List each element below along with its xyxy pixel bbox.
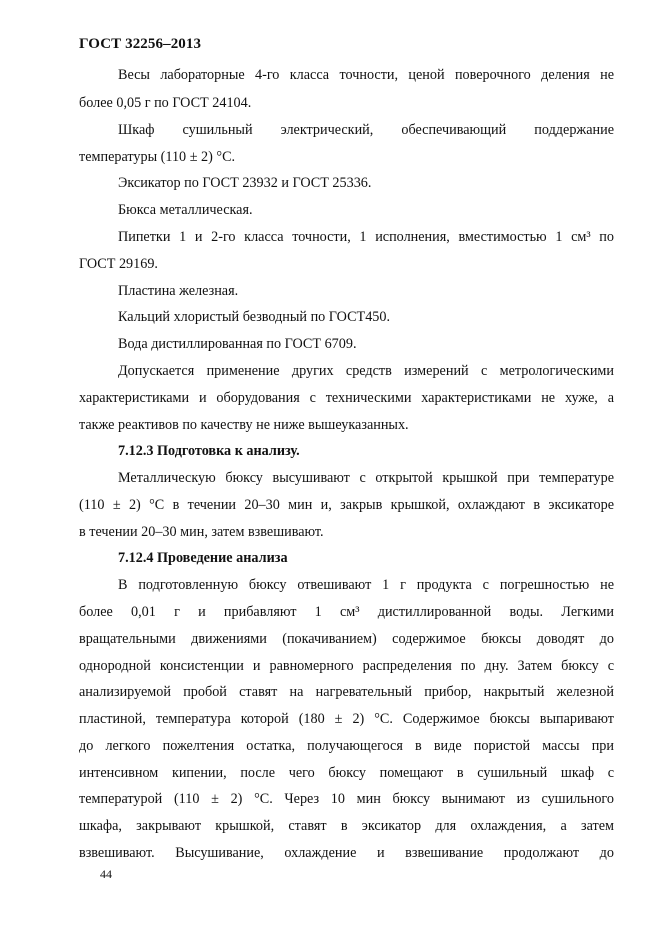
text-line: Кальций хлористый безводный по ГОСТ450. (118, 309, 391, 325)
section-heading: 7.12.4 Проведение анализа (118, 550, 288, 566)
text-line: анализируемой пробой ставят на нагревательный прибор, накрытый железной (79, 684, 614, 700)
text-line: Весы лабораторные 4-го класса точности, ценой поверочного деления не (118, 67, 614, 83)
document-header: ГОСТ 32256–2013 (79, 36, 202, 52)
text-line: температуры (110 ± 2) °С. (79, 149, 236, 165)
text-line: Пластина железная. (118, 283, 239, 299)
page-number: 44 (100, 867, 112, 881)
text-line: до легкого пожелтения остатка, получающегося в виде пористой массы при (79, 738, 614, 754)
text-line: Допускается применение других средств измерений с метрологическими (118, 363, 614, 379)
text-line: шкафа, закрывают крышкой, ставят в эксикатор для охлаждения, а затем (79, 818, 614, 834)
text-line: Вода дистиллированная по ГОСТ 6709. (118, 336, 357, 352)
text-line: Металлическую бюксу высушивают с открытой крышкой при температуре (118, 470, 614, 486)
text-line: Шкаф сушильный электрический, обеспечивающий поддержание (118, 122, 614, 138)
text-line: Бюкса металлическая. (118, 202, 253, 218)
text-line: вращательными движениями (покачиванием) содержимое бюксы доводят до (79, 631, 614, 647)
text-line: в течении 20–30 мин, затем взвешивают. (79, 524, 324, 540)
text-line: однородной консистенции и равномерного распределения по дну. Затем бюксу с (79, 658, 614, 674)
text-line: интенсивном кипении, после чего бюксу помещают в сушильный шкаф с (79, 765, 614, 781)
text-line: более 0,01 г и прибавляют 1 см³ дистиллированной воды. Легкими (79, 604, 614, 620)
text-line: Пипетки 1 и 2-го класса точности, 1 исполнения, вместимостью 1 см³ по (118, 229, 614, 245)
text-line: В подготовленную бюксу отвешивают 1 г продукта с погрешностью не (118, 577, 614, 593)
text-line: характеристиками и оборудования с техническими характеристиками не хуже, а (79, 390, 614, 406)
text-line: Эксикатор по ГОСТ 23932 и ГОСТ 25336. (118, 175, 372, 191)
text-line: ГОСТ 29169. (79, 256, 158, 272)
text-line: взвешивают. Высушивание, охлаждение и взвешивание продолжают до (79, 845, 614, 861)
section-heading: 7.12.3 Подготовка к анализу. (118, 443, 300, 459)
text-line: пластиной, температура которой (180 ± 2) °С. Содержимое бюксы выпаривают (79, 711, 614, 727)
text-line: температурой (110 ± 2) °С. Через 10 мин бюксу вынимают из сушильного (79, 791, 614, 807)
text-line: более 0,05 г по ГОСТ 24104. (79, 95, 252, 111)
text-line: также реактивов по качеству не ниже вышеуказанных. (79, 417, 409, 433)
text-line: (110 ± 2) °С в течении 20–30 мин и, закрыв крышкой, охлаждают в эксикаторе (79, 497, 614, 513)
